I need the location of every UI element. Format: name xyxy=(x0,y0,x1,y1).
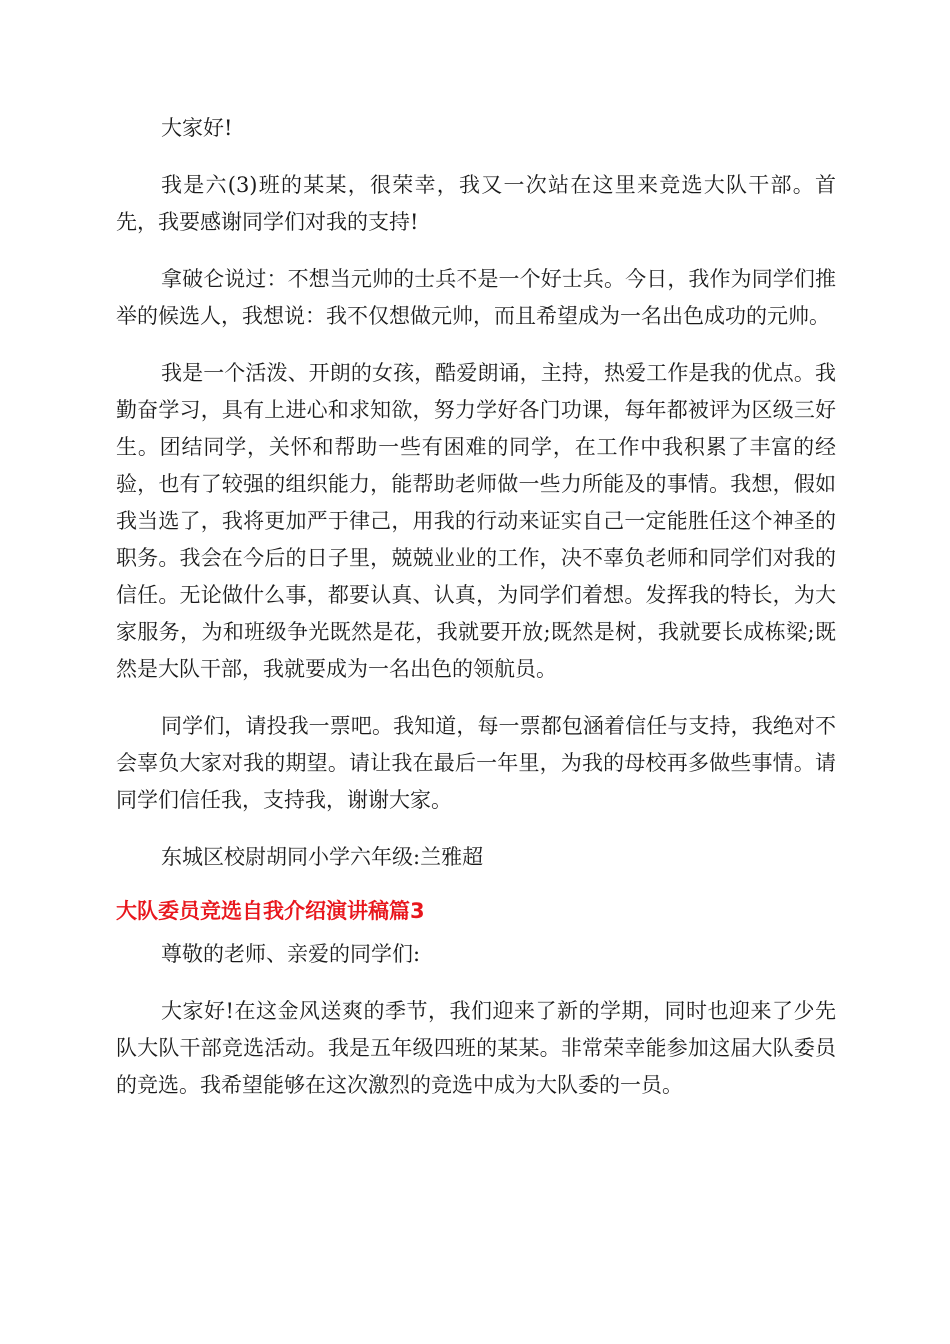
greeting-paragraph: 大家好! xyxy=(161,116,233,140)
section-heading: 大队委员竞选自我介绍演讲稿篇3 xyxy=(116,899,425,923)
signature-paragraph: 东城区校尉胡同小学六年级:兰雅超 xyxy=(161,845,484,869)
vote-request-paragraph: 同学们，请投我一票吧。我知道，每一票都包涵着信任与支持，我绝对不会辜负大家对我的期望。请让我在最后一年里，为我的母校再多做些事情。请同学们信任我，支持我，谢谢大家。 xyxy=(116,714,836,812)
opening-paragraph: 大家好!在这金风送爽的季节，我们迎来了新的学期，同时也迎来了少先队大队干部竞选活动。我是五年级四班的某某。非常荣幸能参加这届大队委员的竞选。我希望能够在这次激烈的竞选中成为大队委的一员。 xyxy=(116,999,836,1097)
document-body xyxy=(116,110,836,1124)
intro-paragraph: 我是六(3)班的某某，很荣幸，我又一次站在这里来竞选大队干部。首先，我要感谢同学们对我的支持! xyxy=(116,173,836,234)
self-description-paragraph: 我是一个活泼、开朗的女孩，酷爱朗诵，主持，热爱工作是我的优点。我勤奋学习，具有上进心和求知欲，努力学好各门功课，每年都被评为区级三好生。团结同学，关怀和帮助一些有困难的同学，在工作中我积累了丰富的经验，也有了较强的组织能力，能帮助老师做一些力所能及的事情。我想，假如我当选了，我将更加严于律己，用我的行动来证实自己一定能胜任这个神圣的职务。我会在今后的日子里，兢兢业业的工作，决不辜负老师和同学们对我的信任。无论做什么事，都要认真、认真，为同学们着想。发挥我的特长，为大家服务，为和班级争光既然是花，我就要开放;既然是树，我就要长成栋梁;既然是大队干部，我就要成为一名出色的领航员。 xyxy=(116,361,836,681)
salutation-paragraph: 尊敬的老师、亲爱的同学们: xyxy=(161,942,421,966)
quote-paragraph: 拿破仑说过：不想当元帅的士兵不是一个好士兵。今日，我作为同学们推举的候选人，我想说：我不仅想做元帅，而且希望成为一名出色成功的元帅。 xyxy=(116,267,836,328)
